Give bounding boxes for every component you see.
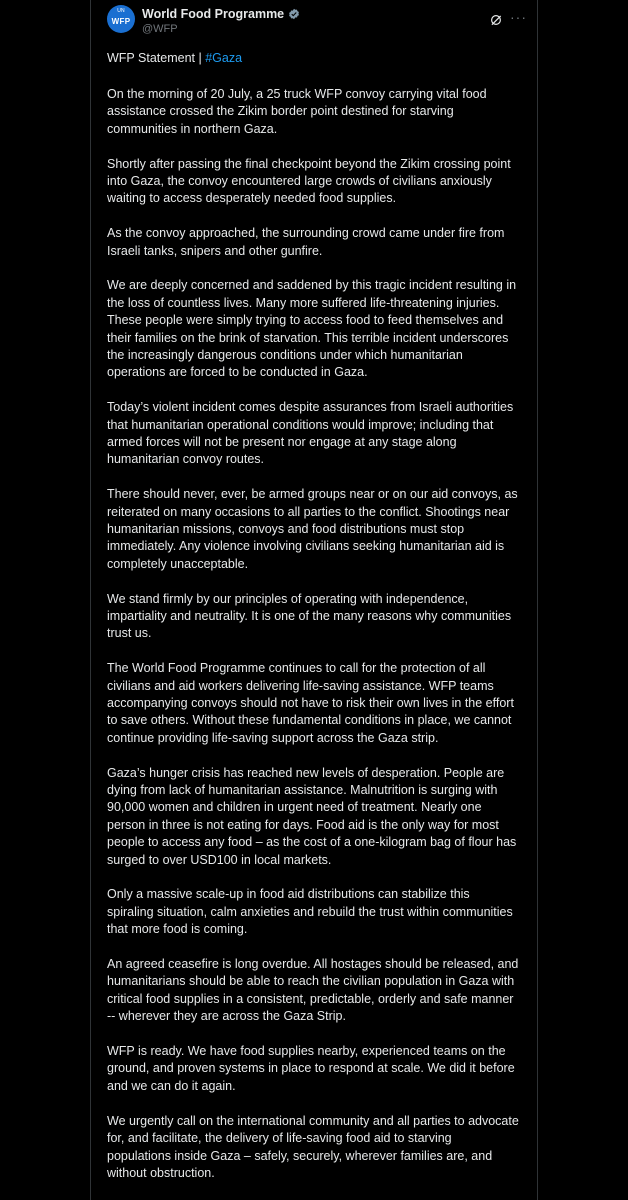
- paragraph: On the morning of 20 July, a 25 truck WFP convoy carrying vital food assistance crossed the Zikim border point destined for starving communities in northern Gaza.: [107, 86, 487, 136]
- name-line: [142, 7, 300, 21]
- post-body: [107, 50, 519, 1200]
- paragraph: Shortly after passing the final checkpoint beyond the Zikim crossing point into Gaza, the convoy encountered large crowds of civilians anxiously waiting to access desperately needed food supplies.: [107, 156, 511, 206]
- paragraph: There should never, ever, be armed groups near or on our aid convoys, as reiterated on many occasions to all parties to the conflict. Shootings near humanitarian missions, convoys and food distributions must stop immediately. Any violence involving civilians seeking humanitarian aid is completely unacceptable.: [107, 487, 518, 571]
- paragraph: We are deeply concerned and saddened by this tragic incident resulting in the loss of countless lives. Many more suffered life-threatening injuries. These people were simply trying to access food to feed themselves and their families on the brink of starvation. This terrible incident underscores the increasingly dangerous conditions under which humanitarian operations are forced to be conducted in Gaza.: [107, 278, 517, 380]
- paragraph: Today’s violent incident comes despite assurances from Israeli authorities that humanitarian operational conditions would improve; including that armed forces will not be present nor engage at any stage along humanitarian convoy routes.: [107, 400, 514, 467]
- post-header: [107, 5, 527, 41]
- paragraph: The World Food Programme continues to call for the protection of all civilians and aid workers delivering life-saving assistance. WFP teams accompanying convoys should not have to risk their own lives in the effort to save others. Without these fundamental conditions in place, we cannot continue providing life-saving support across the Gaza strip.: [107, 661, 514, 745]
- avatar-un-label: UN: [117, 8, 125, 14]
- paragraph: Gaza’s hunger crisis has reached new levels of desperation. People are dying from lack of humanitarian assistance. Malnutrition is surging with 90,000 women and children in urgent need of treatment. Nearly one person in three is not eating for days. Food aid is the only way for most people to access any food – as the cost of a one-kilogram bag of flour has surged to over USD100 in local markets.: [107, 765, 517, 867]
- paragraph: Only a massive scale-up in food aid distributions can stabilize this spiraling situation, calm anxieties and rebuild the trust within communities that more food is coming.: [107, 887, 513, 937]
- account-handle[interactable]: @WFP: [142, 23, 178, 35]
- statement-line: [107, 50, 519, 67]
- account-name[interactable]: World Food Programme: [142, 7, 285, 21]
- avatar-wfp-label: WFP: [111, 17, 131, 26]
- more-icon[interactable]: ···: [510, 9, 527, 25]
- paragraph: As the convoy approached, the surrounding crowd came under fire from Israeli tanks, snipers and other gunfire.: [107, 226, 505, 258]
- paragraph: We urgently call on the international community and all parties to advocate for, and facilitate, the delivery of life-saving food aid to starving populations inside Gaza – safely, securely, wherever families are, and without obstruction.: [107, 1113, 519, 1180]
- paragraph: We stand firmly by our principles of operating with independence, impartiality and neutrality. It is one of the many reasons why communities trust us.: [107, 591, 512, 641]
- grok-icon[interactable]: [489, 13, 503, 27]
- paragraph: An agreed ceasefire is long overdue. All hostages should be released, and humanitarians should be able to reach the civilian population in Gaza with critical food supplies in a consistent, predictable, orderly and safe manner -- wherever they are across the Gaza Strip.: [107, 957, 519, 1024]
- hashtag-link[interactable]: #Gaza: [205, 51, 243, 65]
- paragraph: WFP is ready. We have food supplies nearby, experienced teams on the ground, and proven systems in place to respond at scale. We did it before and we can do it again.: [107, 1044, 515, 1093]
- avatar[interactable]: [107, 5, 135, 33]
- verified-badge-icon: [288, 8, 300, 20]
- statement-label: WFP Statement |: [107, 51, 206, 65]
